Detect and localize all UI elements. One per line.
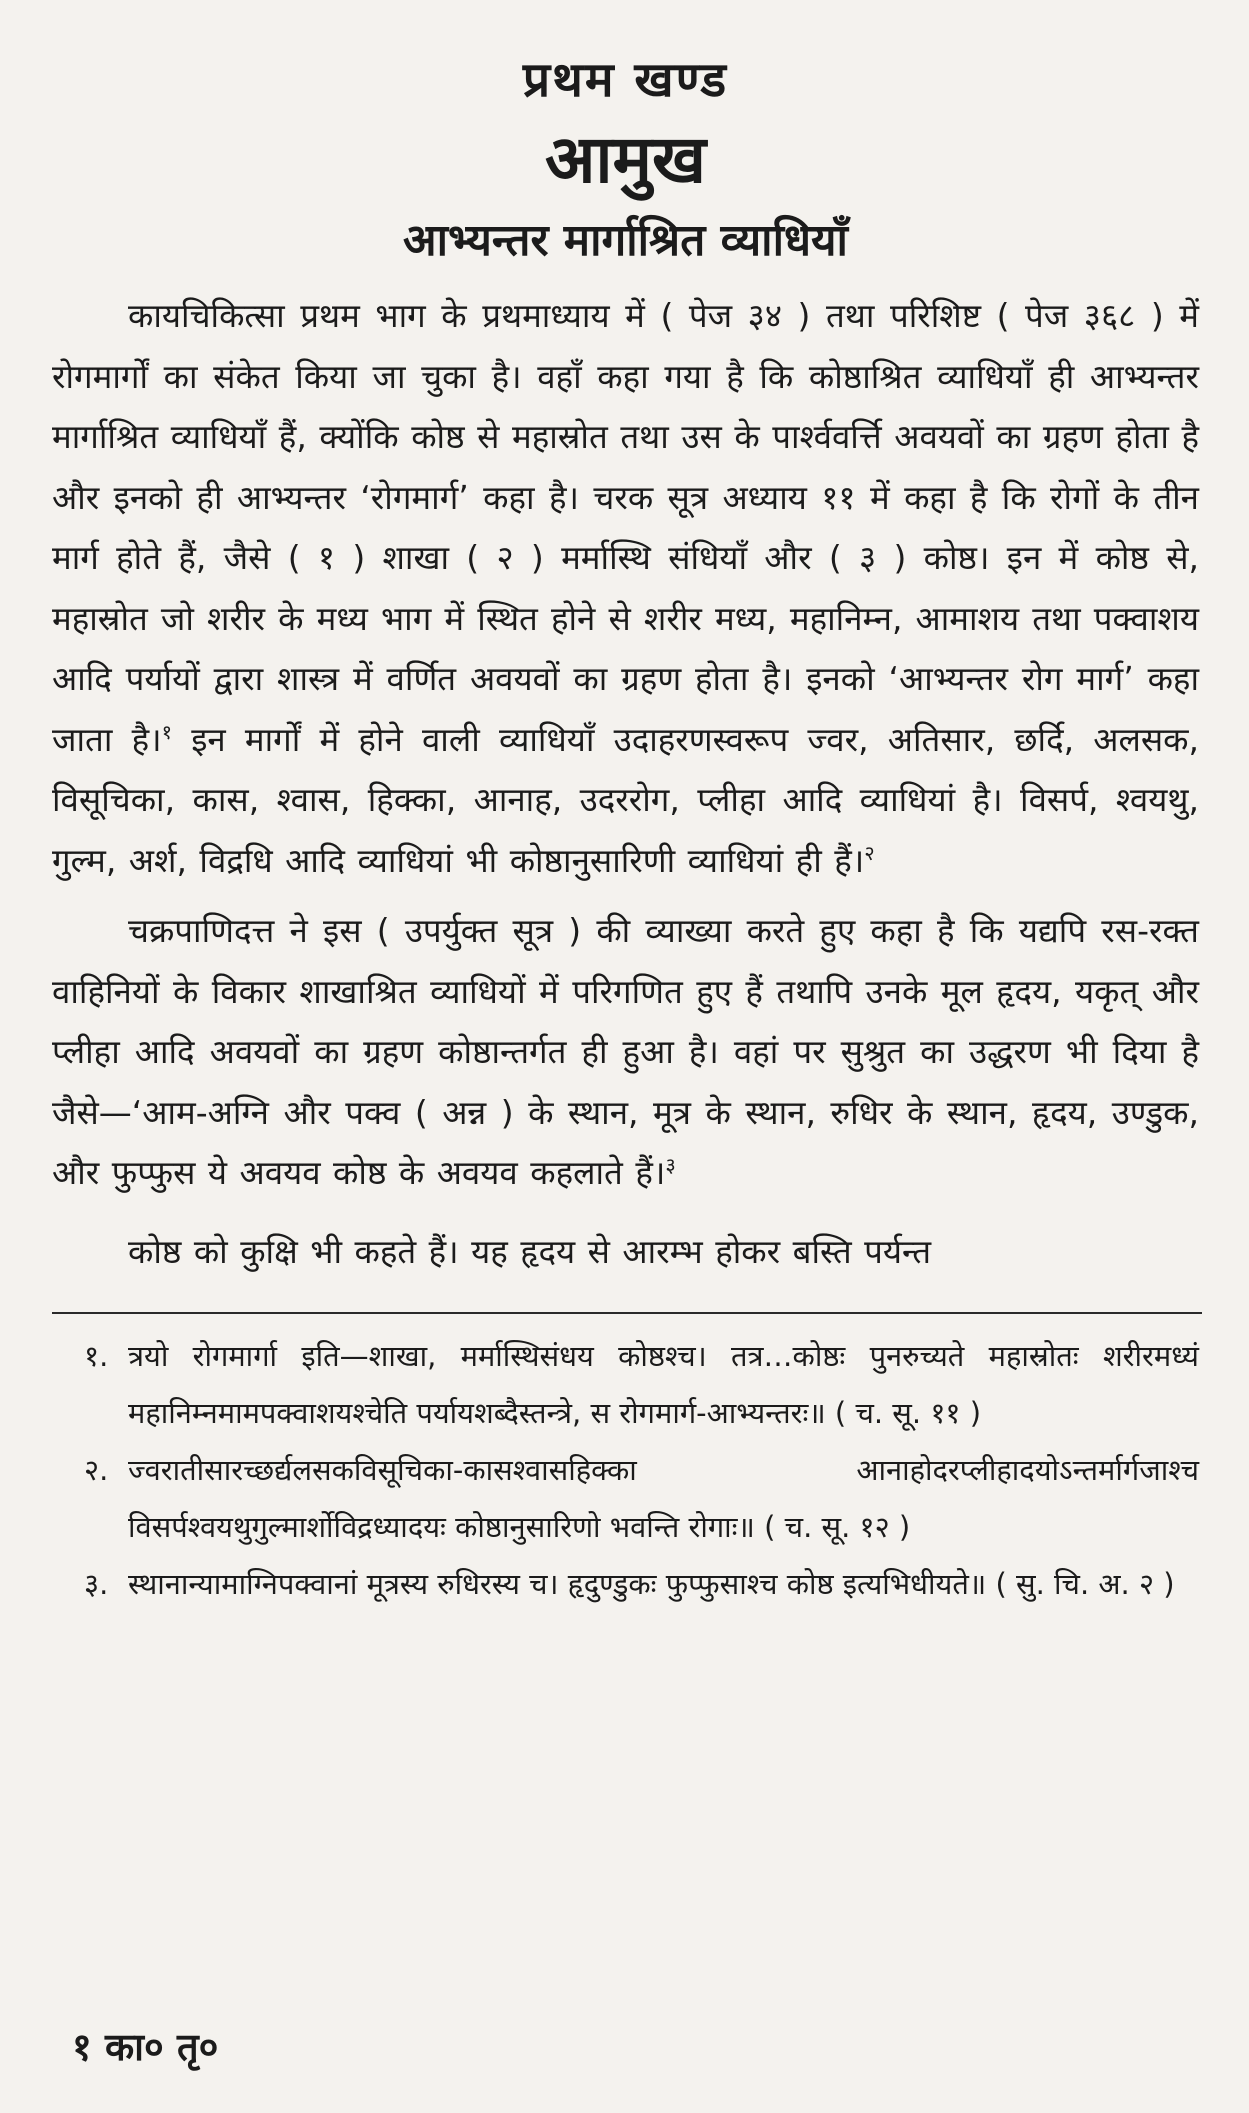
footnote-number: २.: [84, 1453, 109, 1487]
chapter-subtitle: आभ्यन्तर मार्गाश्रित व्याधियाँ: [403, 215, 848, 266]
page-title: आमुख: [545, 121, 706, 198]
footnote-2: [52, 1442, 1199, 1556]
footnote-text: ज्वरातीसारच्छर्द्यलसकविसूचिका-कासश्वासहिक्का आनाहोदरप्लीहादयोऽन्तर्मार्गजाश्च विसर्पश्वयथुगुल्मार्शोविद्रध्यादयः कोष्ठानुसारिणो भवन्ति रोगाः॥ ( च. सू. १२ ): [128, 1453, 1199, 1544]
paragraph-1-text: कायचिकित्सा प्रथम भाग के प्रथमाध्याय में ( पेज ३४ ) तथा परिशिष्ट ( पेज ३६८ ) में रोगमार्गों का संकेत किया जा चुका है। वहाँ कहा गया है कि कोष्ठाश्रित व्याधियाँ ही आभ्यन्तर मार्गाश्रित व्याधियाँ हैं, क्योंकि कोष्ठ से महास्रोत तथा उस के पार्श्ववर्त्ति अवयवों का ग्रहण होता है और इनको ही आभ्यन्तर ‘रोगमार्ग’ कहा है। चरक सूत्र अध्याय ११ में कहा है कि रोगों के तीन मार्ग होते हैं, जैसे ( १ ) शाखा ( २ ) मर्मास्थि संधियाँ और ( ३ ) कोष्ठ। इन में कोष्ठ से, महास्रोत जो शरीर के मध्य भाग में स्थित होने से शरीर मध्य, महानिम्न, आमाशय तथा पक्वाशय आदि पर्यायों द्वारा शास्त्र में वर्णित अवयवों का ग्रहण होता है। इनको ‘आभ्यन्तर रोग मार्ग’ कहा जाता है।: [52, 296, 1199, 759]
footnote-text: स्थानान्यामाग्निपक्वानां मूत्रस्य रुधिरस्य च। हृदुण्डुकः फुप्फुसाश्च कोष्ठ इत्यभिधीयते॥ ( सु. चि. अ. २ ): [128, 1567, 1175, 1601]
paragraph-3: कोष्ठ को कुक्षि भी कहते हैं। यह हृदय से आरम्भ होकर बस्ति पर्यन्त: [128, 1231, 932, 1271]
footnote-1: [52, 1328, 1199, 1442]
paragraph-1-continuation: इन मार्गों में होने वाली व्याधियाँ उदाहरणस्वरूप ज्वर, अतिसार, छर्दि, अलसक, विसूचिका, कास, श्वास, हिक्का, आनाह, उदररोग, प्लीहा आदि व्याधियां है। विसर्प, श्वयथु, गुल्म, अर्श, विद्रधि आदि व्याधियां भी कोष्ठानुसारिणी व्याधियां ही हैं।: [52, 719, 1199, 880]
footnote-divider: [52, 1312, 1202, 1314]
footnote-text: त्रयो रोगमार्गा इति—शाखा, मर्मास्थिसंधय कोष्ठश्च। तत्र…कोष्ठः पुनरुच्यते महास्रोतः शरीरमध्यं महानिम्नमामपक्वाशयश्चेति पर्यायशब्दैस्तन्त्रे, स रोगमार्ग-आभ्यन्तरः॥ ( च. सू. ११ ): [128, 1339, 1199, 1430]
footnotes: [52, 1328, 1199, 1613]
footnote-number: ३.: [84, 1567, 109, 1601]
page-signature: १ का० तृ०: [72, 2025, 219, 2069]
footnote-ref-1: १: [161, 719, 173, 744]
paragraph-2: [52, 901, 1199, 1204]
footnote-ref-2: २: [864, 840, 875, 865]
paragraph-1: [52, 286, 1199, 891]
paragraph-2-text: चक्रपाणिदत्त ने इस ( उपर्युक्त सूत्र ) की व्याख्या करते हुए कहा है कि यद्यपि रस-रक्त वाहिनियों के विकार शाखाश्रित व्याधियों में परिगणित हुए हैं तथापि उनके मूल हृदय, यकृत् और प्लीहा आदि अवयवों का ग्रहण कोष्ठान्तर्गत ही हुआ है। वहां पर सुश्रुत का उद्धरण भी दिया है जैसे—‘आम-अग्नि और पक्व ( अन्न ) के स्थान, मूत्र के स्थान, रुधिर के स्थान, हृदय, उण्डुक, और फुप्फुस ये अवयव कोष्ठ के अवयव कहलाते हैं।: [52, 911, 1199, 1192]
section-heading: प्रथम खण्ड: [522, 52, 729, 108]
footnote-3: [52, 1556, 1199, 1613]
footnote-ref-3: ३: [665, 1153, 676, 1177]
footnote-number: १.: [84, 1339, 109, 1373]
